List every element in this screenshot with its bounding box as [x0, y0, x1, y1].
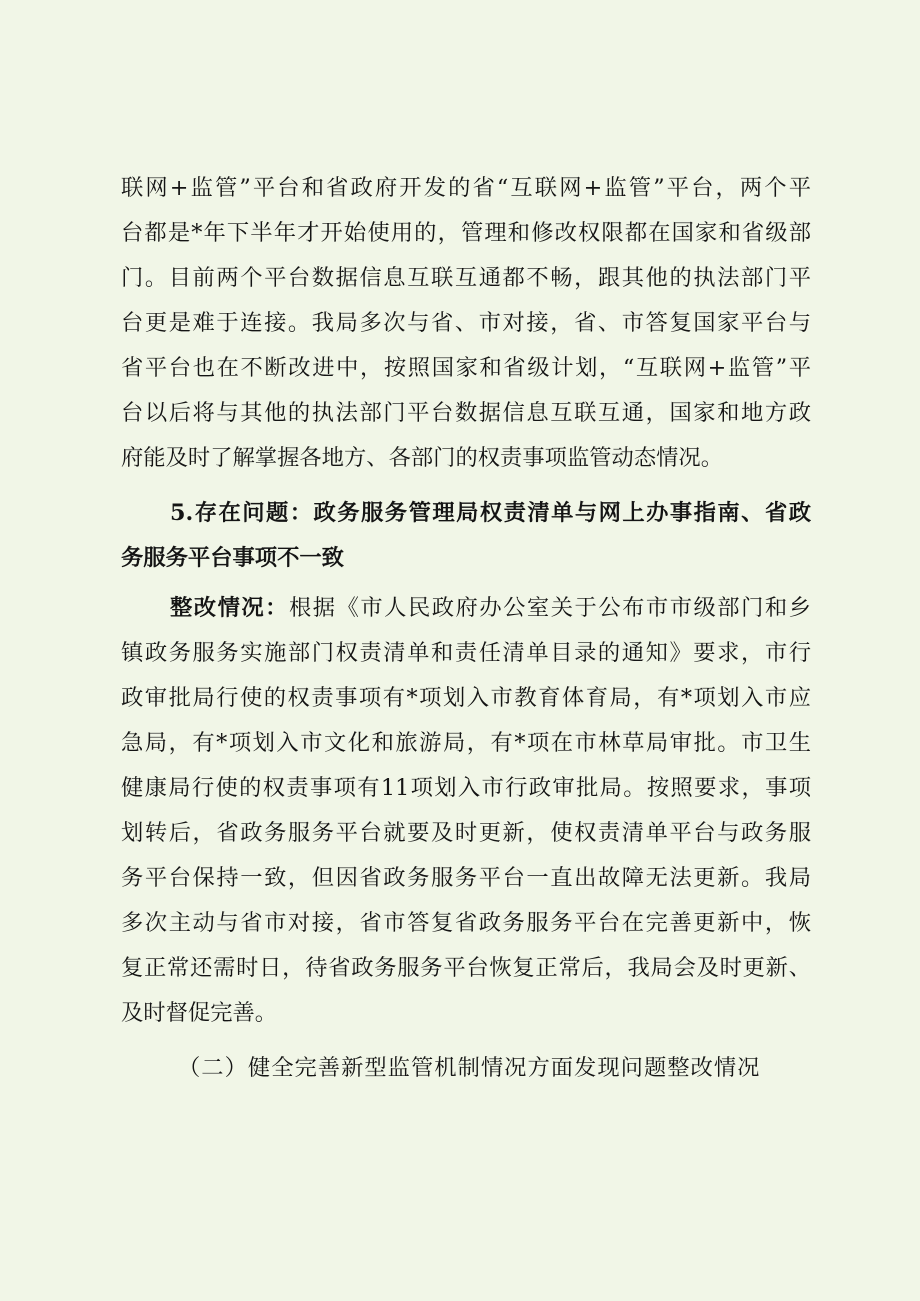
rectification-label: 整改情况： — [170, 595, 289, 621]
paragraph-line: 台更是难于连接。我局多次与省、市对接，省、市答复国家平台与 — [121, 310, 811, 336]
issue-heading-line: 5.存在问题：政务服务管理局权责清单与网上办事指南、省政 — [170, 500, 811, 526]
paragraph-line: 联网+监管”平台和省政府开发的省“互联网+监管”平台，两个平 — [121, 175, 811, 201]
paragraph-line: 台以后将与其他的执法部门平台数据信息互联互通，国家和地方政 — [121, 400, 811, 426]
paragraph-line: 务平台保持一致，但因省政务服务平台一直出故障无法更新。我局 — [121, 865, 811, 891]
paragraph-line: 镇政务服务实施部门权责清单和责任清单目录的通知》要求，市行 — [121, 640, 811, 666]
paragraph-line: 复正常还需时日，待省政务服务平台恢复正常后，我局会及时更新、 — [121, 955, 811, 981]
issue-heading-line: 务服务平台事项不一致 — [121, 545, 344, 571]
paragraph-line: 府能及时了解掌握各地方、各部门的权责事项监管动态情况。 — [121, 445, 724, 471]
rectification-text: 根据《市人民政府办公室关于公布市市级部门和乡 — [288, 595, 811, 621]
paragraph-line: 划转后，省政务服务平台就要及时更新，使权责清单平台与政务服 — [121, 820, 811, 846]
paragraph-line: 多次主动与省市对接，省市答复省政务服务平台在完善更新中，恢 — [121, 910, 811, 936]
paragraph-line: 健康局行使的权责事项有11项划入市行政审批局。按照要求，事项 — [121, 775, 811, 801]
rectification-first-line — [170, 588, 811, 628]
paragraph-line: 门。目前两个平台数据信息互联互通都不畅，跟其他的执法部门平 — [121, 265, 811, 291]
paragraph-line: 台都是*年下半年才开始使用的，管理和修改权限都在国家和省级部 — [121, 220, 811, 246]
paragraph-line: 及时督促完善。 — [121, 1000, 278, 1026]
paragraph-line: 急局，有*项划入市文化和旅游局，有*项在市林草局审批。市卫生 — [121, 730, 811, 756]
paragraph-line: 政审批局行使的权责事项有*项划入市教育体育局，有*项划入市应 — [121, 685, 811, 711]
section-heading: （二）健全完善新型监管机制情况方面发现问题整改情况 — [178, 1055, 761, 1081]
paragraph-line: 省平台也在不断改进中，按照国家和省级计划，“互联网+监管”平 — [121, 355, 811, 381]
